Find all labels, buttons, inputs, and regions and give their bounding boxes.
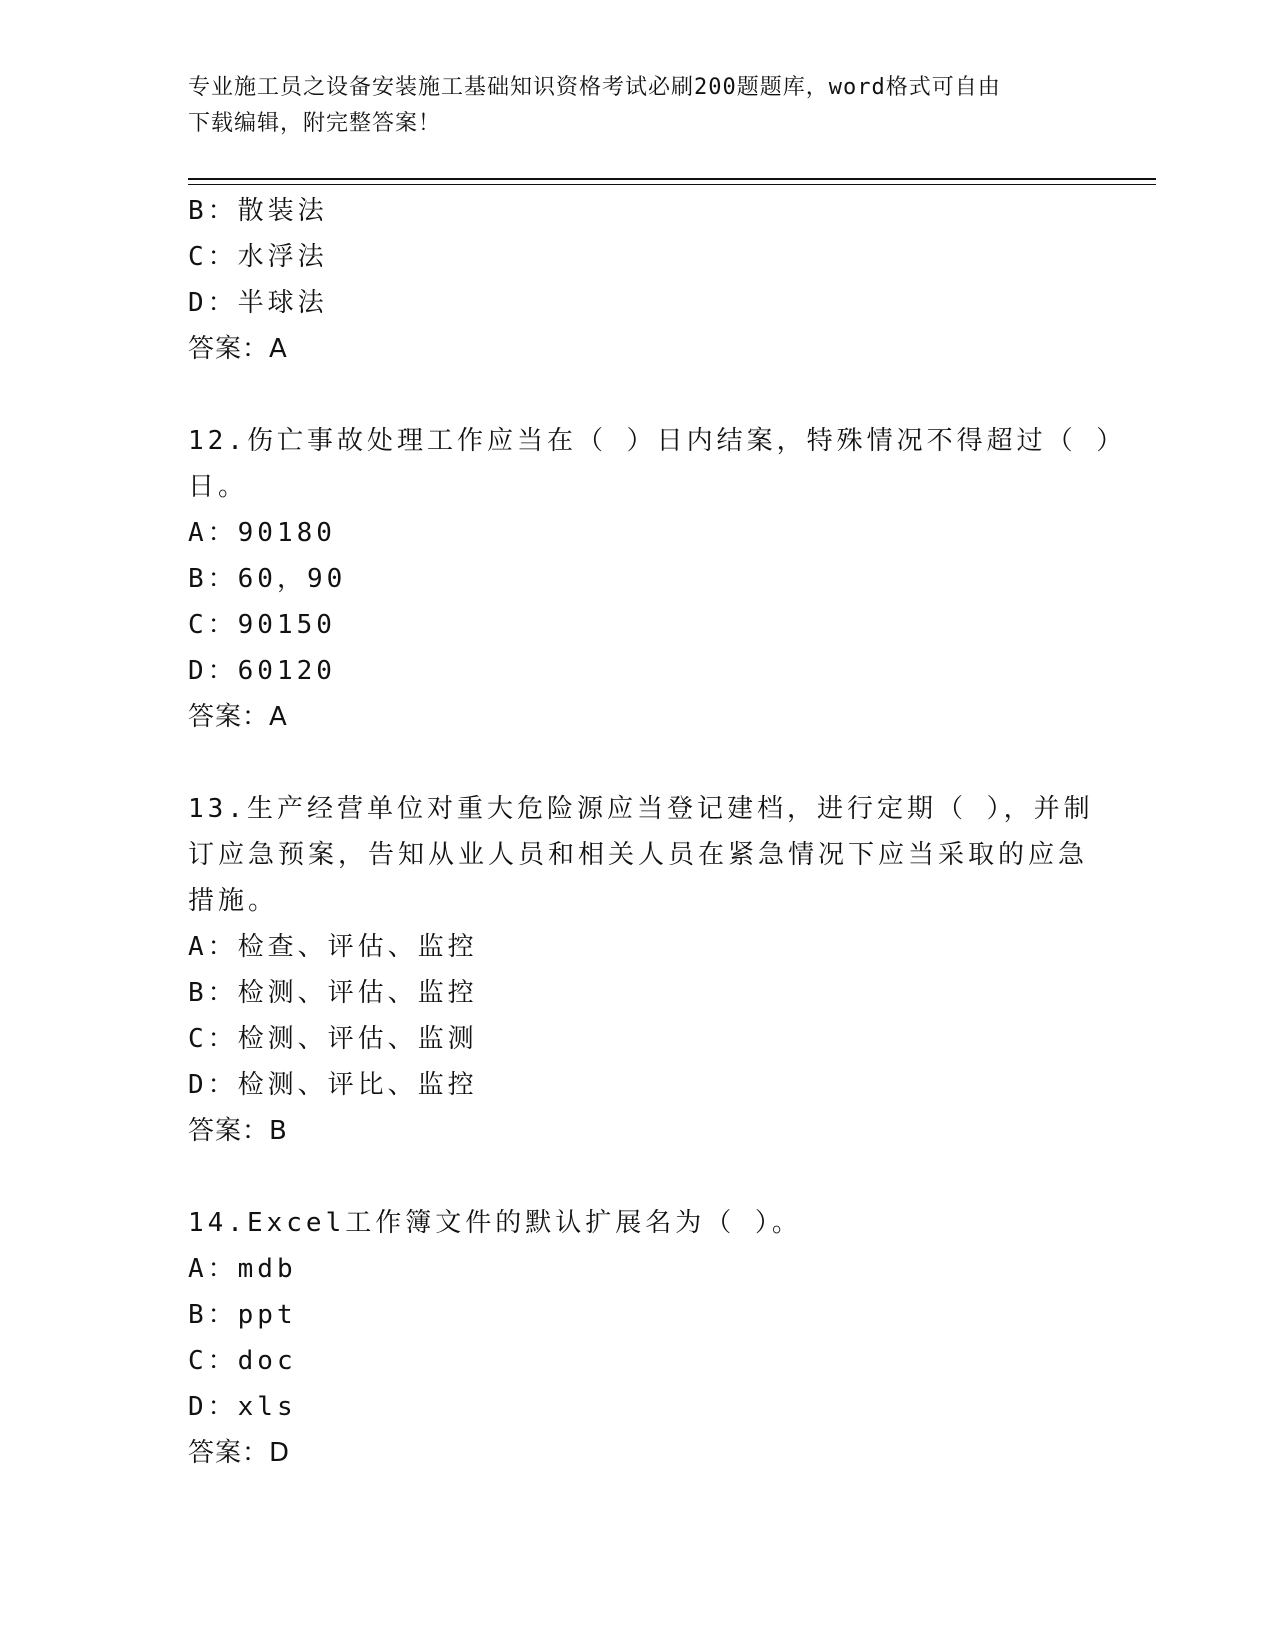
option-c: C：检测、评估、监测 (188, 1024, 478, 1054)
header-divider-thick (188, 178, 1156, 180)
question-12 (188, 418, 1127, 740)
option-c: C：90150 (188, 610, 336, 640)
option-d: D：xls (188, 1392, 297, 1422)
header-title-line-1: 专业施工员之设备安装施工基础知识资格考试必刷200题题库，word格式可自由 (188, 75, 1001, 100)
option-d: D：半球法 (188, 288, 328, 318)
question-stem-line-1: 12.伤亡事故处理工作应当在（ ）日内结案，特殊情况不得超过（ ） (188, 426, 1127, 456)
answer-line: 答案：A (188, 334, 288, 364)
header-divider-thin (188, 184, 1156, 185)
option-b: B：散装法 (188, 196, 328, 226)
header-title-line-2: 下载编辑，附完整答案！ (188, 111, 442, 136)
answer-line: 答案：D (188, 1438, 291, 1468)
option-c: C：水浮法 (188, 242, 328, 272)
option-a: A：mdb (188, 1254, 297, 1284)
question-list (188, 188, 1127, 1476)
answer-line: 答案：A (188, 702, 288, 732)
spacer (188, 740, 1088, 786)
question-stem-line-2: 日。 (188, 472, 249, 502)
question-stem-line-2: 订应急预案，告知从业人员和相关人员在紧急情况下应当采取的应急 (188, 840, 1089, 870)
option-b: B：60，90 (188, 564, 347, 594)
option-b: B：检测、评估、监控 (188, 978, 478, 1008)
question-14 (188, 1200, 1088, 1476)
option-b: B：ppt (188, 1300, 297, 1330)
option-a: A：90180 (188, 518, 336, 548)
spacer (188, 1154, 1088, 1200)
document-header (188, 70, 1088, 142)
spacer (188, 372, 1088, 418)
option-d: D：60120 (188, 656, 336, 686)
question-stem-line-1: 14.Excel工作簿文件的默认扩展名为（ ）。 (188, 1208, 802, 1238)
option-d: D：检测、评比、监控 (188, 1070, 478, 1100)
question-13 (188, 786, 1094, 1154)
question-11-tail (188, 188, 1088, 372)
answer-line: 答案：B (188, 1116, 288, 1146)
option-c: C：doc (188, 1346, 297, 1376)
option-a: A：检查、评估、监控 (188, 932, 478, 962)
question-stem-line-1: 13.生产经营单位对重大危险源应当登记建档，进行定期（ ），并制 (188, 794, 1094, 824)
question-stem-line-3: 措施。 (188, 886, 279, 916)
